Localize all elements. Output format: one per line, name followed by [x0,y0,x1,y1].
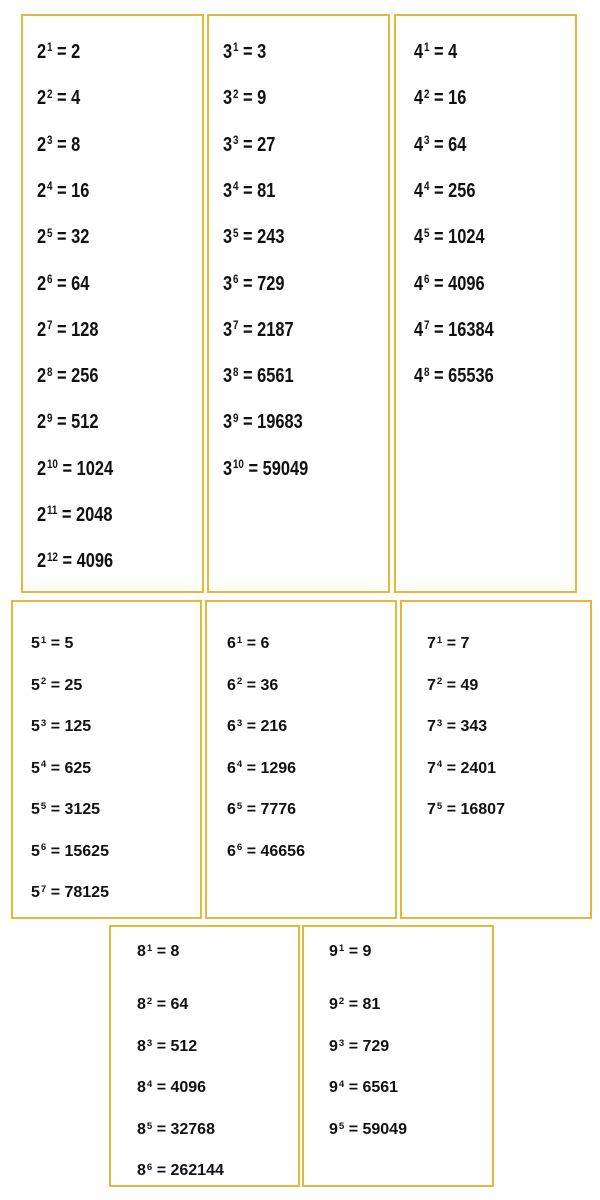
power-value: 4096 [170,1079,207,1096]
exponent: 4 [40,759,47,771]
power-value: 512 [170,1038,198,1055]
power-entry: $2^2 = 4$ [37,86,81,110]
base: 5 [31,759,40,777]
base: 2 [37,226,47,249]
exponent: 1 [40,634,47,646]
exponent: 4 [338,1078,345,1090]
power-value: 262144 [170,1162,224,1179]
power-value: 2401 [460,759,497,777]
powers-of-7-card [400,600,592,919]
power-value: 1296 [260,759,297,777]
exponent: 4 [236,759,243,771]
exponent: 5 [436,800,443,812]
exponent: 1 [338,942,345,954]
base: 2 [37,318,47,341]
power-value: 32 [71,226,90,249]
power-value: 4096 [76,550,114,573]
power-value: 81 [362,996,381,1013]
exponent: 9 [46,410,53,425]
powers-of-4-card [394,14,577,593]
base: 6 [227,635,236,652]
exponent: 4 [436,759,443,771]
power-value: 3 [257,41,267,63]
power-entry: $4^5 = 1024$ [414,225,485,249]
base: 4 [414,133,424,156]
power-entry: $3^7 = 2187$ [223,318,294,341]
power-entry: $8^2 = 64$ [137,995,189,1013]
power-value: 7776 [260,801,297,818]
power-value: 512 [71,411,99,434]
exponent: 1 [423,40,430,55]
exponent: 3 [423,133,430,147]
powers-of-5-card [11,600,202,919]
power-entry: $3^4 = 81$ [223,179,276,202]
exponent: 2 [423,86,430,101]
exponent: 7 [46,318,53,333]
exponent: 9 [232,410,239,425]
base: 2 [37,41,47,63]
power-entry: $4^7 = 16384$ [414,318,494,341]
base: 2 [37,87,47,110]
exponent: 3 [146,1037,153,1049]
power-value: 7 [460,635,470,652]
base: 2 [37,411,47,434]
power-value: 256 [71,365,99,388]
exponent: 5 [146,1120,153,1132]
power-entry: $4^1 = 4$ [414,40,458,63]
power-value: 6 [260,635,270,652]
power-value: 65536 [448,365,494,388]
base: 6 [227,759,236,777]
base: 8 [137,1038,146,1055]
exponent: 1 [146,942,153,954]
exponent: 3 [236,717,243,729]
power-entry: $2^7 = 128$ [37,318,99,341]
exponent: 6 [146,1161,153,1173]
power-value: 729 [257,272,285,295]
powers-of-9-card [302,925,494,1187]
exponent: 2 [46,86,53,101]
exponent: 5 [236,800,243,812]
base: 3 [223,318,233,341]
power-value: 243 [257,226,285,249]
base: 3 [223,272,233,295]
power-entry: $3^1 = 3$ [223,40,267,63]
base: 4 [414,272,424,295]
base: 6 [227,718,236,735]
power-entry: $3^9 = 19683$ [223,410,303,434]
base: 3 [223,411,233,434]
power-value: 64 [170,996,189,1013]
exponent: 12 [46,549,58,564]
base: 5 [31,884,40,901]
power-entry: $5^1 = 5$ [31,634,74,652]
base: 9 [329,1121,338,1138]
power-value: 125 [64,718,92,735]
power-entry: $2^{10} = 1024$ [37,457,114,480]
power-value: 59049 [262,457,309,480]
power-entry: $2^{11} = 2048$ [37,503,113,526]
base: 2 [37,504,47,526]
base: 5 [31,801,40,818]
base: 4 [414,226,424,249]
power-entry: $3^{10} = 59049$ [223,457,309,480]
base: 6 [227,676,236,694]
base: 2 [37,179,47,202]
power-value: 8 [170,943,180,960]
base: 3 [223,226,233,249]
power-entry: $4^3 = 64$ [414,133,467,156]
exponent: 10 [232,457,244,472]
exponent: 6 [46,271,53,286]
powers-of-8-card [109,925,300,1187]
power-value: 2 [71,41,81,63]
power-entry: $5^6 = 15625$ [31,842,109,860]
base: 7 [427,676,436,694]
power-value: 16 [71,179,90,202]
base: 3 [223,457,233,480]
base: 8 [137,1162,146,1179]
exponent: 5 [423,225,430,240]
exponent: 2 [232,86,239,101]
power-value: 6561 [257,365,294,388]
power-entry: $8^6 = 262144$ [137,1161,224,1179]
power-entry: $5^3 = 125$ [31,717,92,735]
power-value: 4096 [448,272,485,295]
power-value: 625 [64,759,92,777]
base: 2 [37,550,47,573]
power-value: 9 [257,87,267,110]
base: 7 [427,635,436,652]
power-entry: $2^9 = 512$ [37,410,99,434]
base: 9 [329,943,338,960]
base: 7 [427,759,436,777]
base: 5 [31,635,40,652]
base: 5 [31,842,40,860]
power-entry: $4^4 = 256$ [414,179,476,202]
exponent: 8 [423,364,430,379]
power-value: 8 [71,133,81,156]
power-entry: $7^3 = 343$ [427,717,488,735]
exponent: 5 [46,225,53,240]
power-value: 49 [460,676,479,694]
base: 4 [414,41,424,63]
exponent: 6 [236,842,243,854]
base: 3 [223,179,233,202]
power-entry: $6^6 = 46656$ [227,842,305,860]
base: 4 [414,365,424,388]
power-value: 128 [71,318,99,341]
exponent: 4 [46,179,53,194]
base: 9 [329,996,338,1013]
power-entry: $9^1 = 9$ [329,942,372,960]
exponent: 2 [338,995,345,1007]
power-value: 64 [448,133,467,156]
exponent: 1 [232,40,239,55]
base: 6 [227,842,236,860]
power-value: 6561 [362,1079,399,1096]
power-entry: $9^4 = 6561$ [329,1078,399,1096]
power-value: 1024 [76,457,114,480]
power-value: 59049 [362,1121,407,1138]
exponent: 6 [232,271,239,286]
base: 3 [223,87,233,110]
power-entry: $9^5 = 59049$ [329,1120,407,1138]
power-entry: $2^4 = 16$ [37,179,90,202]
power-entry: $5^5 = 3125$ [31,800,101,818]
power-value: 32768 [170,1121,215,1138]
power-value: 27 [257,133,276,156]
exponent: 2 [146,995,153,1007]
base: 4 [414,179,424,202]
exponent: 11 [46,503,58,518]
exponent: 7 [232,318,239,333]
power-value: 256 [448,179,476,202]
power-value: 16384 [448,318,494,341]
exponent: 5 [338,1120,345,1132]
exponent: 7 [423,318,430,333]
exponent: 1 [46,40,53,55]
power-entry: $2^1 = 2$ [37,40,81,63]
exponent: 2 [40,676,47,688]
exponent: 3 [40,717,47,729]
base: 9 [329,1038,338,1055]
power-value: 36 [260,676,279,694]
power-entry: $8^5 = 32768$ [137,1120,215,1138]
power-entry: $5^7 = 78125$ [31,883,109,901]
power-entry: $2^8 = 256$ [37,364,99,388]
base: 8 [137,1121,146,1138]
power-entry: $3^2 = 9$ [223,86,267,110]
exponent: 1 [236,634,243,646]
power-entry: $2^5 = 32$ [37,225,90,249]
exponent: 7 [40,883,47,895]
power-value: 78125 [64,884,109,901]
power-value: 9 [362,943,372,960]
base: 2 [37,133,47,156]
power-value: 343 [460,718,488,735]
power-value: 64 [71,272,90,295]
base: 8 [137,943,146,960]
power-entry: $2^6 = 64$ [37,271,90,295]
power-entry: $9^3 = 729$ [329,1037,390,1055]
power-value: 19683 [257,411,303,434]
base: 4 [414,318,424,341]
power-entry: $5^4 = 625$ [31,759,92,777]
power-entry: $8^4 = 4096$ [137,1078,207,1096]
power-value: 1024 [448,226,485,249]
power-entry: $7^2 = 49$ [427,676,479,694]
power-entry: $7^5 = 16807$ [427,800,505,818]
power-entry: $4^8 = 65536$ [414,364,494,388]
power-value: 46656 [260,842,305,860]
power-entry: $7^1 = 7$ [427,634,470,652]
powers-of-2-card [21,14,204,593]
power-value: 2187 [257,318,294,341]
exponent: 5 [232,225,239,240]
power-value: 2048 [76,504,113,526]
power-entry: $3^8 = 6561$ [223,364,294,388]
exponent: 6 [40,842,47,854]
power-entry: $6^1 = 6$ [227,634,270,652]
exponent: 4 [232,179,239,194]
power-entry: $6^4 = 1296$ [227,759,297,777]
power-entry: $3^5 = 243$ [223,225,285,249]
exponent: 3 [338,1037,345,1049]
base: 3 [223,41,233,63]
power-entry: $2^{12} = 4096$ [37,549,114,573]
power-entry: $3^6 = 729$ [223,271,285,295]
exponent: 3 [232,133,239,147]
power-value: 15625 [64,842,109,860]
power-entry: $7^4 = 2401$ [427,759,497,777]
exponent: 4 [423,179,430,194]
power-value: 4 [448,41,458,63]
power-value: 216 [260,718,288,735]
power-entry: $8^1 = 8$ [137,942,180,960]
base: 9 [329,1079,338,1096]
base: 3 [223,365,233,388]
exponent: 8 [46,364,53,379]
base: 7 [427,801,436,818]
power-entry: $6^2 = 36$ [227,676,279,694]
base: 5 [31,676,40,694]
base: 2 [37,365,47,388]
power-value: 3125 [64,801,101,818]
power-entry: $9^2 = 81$ [329,995,381,1013]
power-value: 4 [71,87,81,110]
base: 8 [137,996,146,1013]
power-entry: $8^3 = 512$ [137,1037,198,1055]
exponent: 8 [232,364,239,379]
base: 7 [427,718,436,735]
power-value: 5 [64,635,74,652]
power-entry: $5^2 = 25$ [31,676,83,694]
power-value: 81 [257,179,276,202]
exponent: 4 [146,1078,153,1090]
exponent: 2 [436,676,443,688]
powers-of-6-card [205,600,397,919]
base: 6 [227,801,236,818]
power-value: 16 [448,87,467,110]
power-entry: $4^2 = 16$ [414,86,467,110]
exponent: 3 [436,717,443,729]
exponent: 6 [423,271,430,286]
base: 2 [37,457,47,480]
power-value: 729 [362,1038,390,1055]
power-entry: $4^6 = 4096$ [414,271,485,295]
power-value: 25 [64,676,83,694]
base: 4 [414,87,424,110]
power-entry: $6^5 = 7776$ [227,800,297,818]
power-entry: $2^3 = 8$ [37,133,81,156]
base: 5 [31,718,40,735]
exponent: 10 [46,457,58,472]
base: 2 [37,272,47,295]
powers-of-3-card [207,14,390,593]
power-entry: $6^3 = 216$ [227,717,288,735]
power-entry: $3^3 = 27$ [223,133,276,156]
power-value: 16807 [460,801,505,818]
exponent: 3 [46,133,53,147]
base: 8 [137,1079,146,1096]
exponent: 2 [236,676,243,688]
exponent: 5 [40,800,47,812]
base: 3 [223,133,233,156]
exponent: 1 [436,634,443,646]
